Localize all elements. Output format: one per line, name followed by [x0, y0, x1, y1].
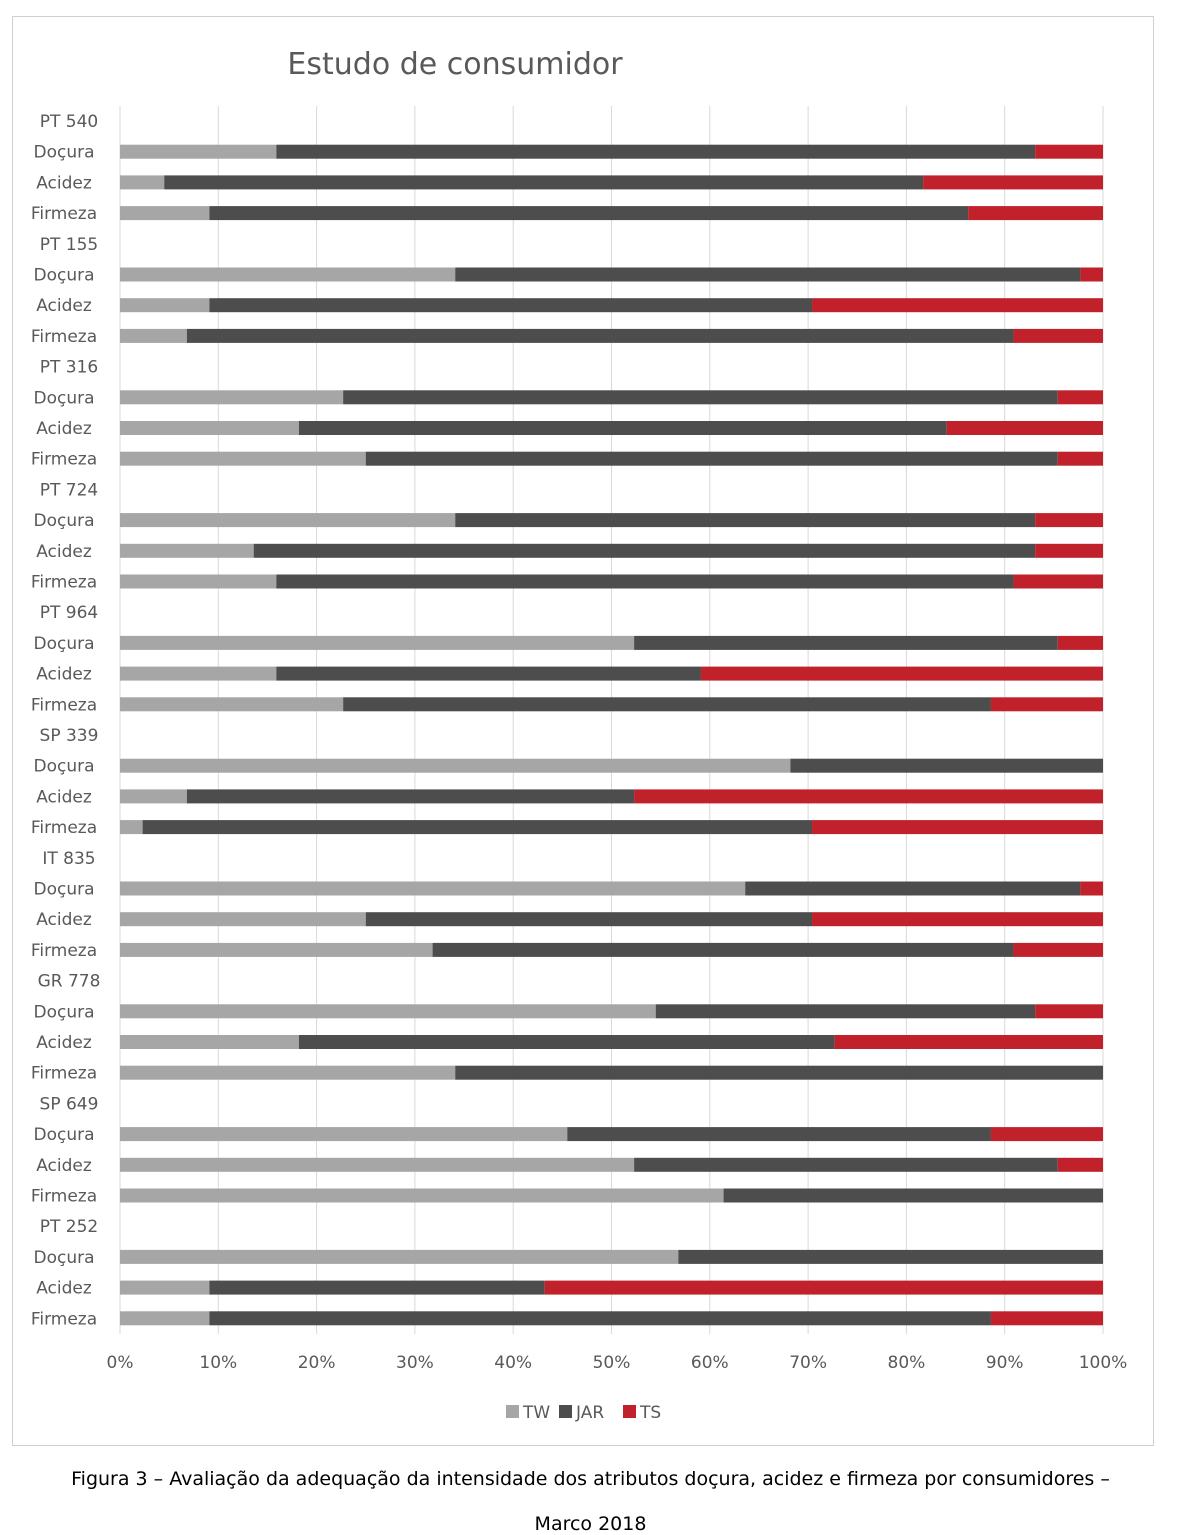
attribute-label: Acidez — [36, 296, 92, 317]
bar-segment-ts — [634, 789, 1103, 803]
group-label: SP 649 — [39, 1094, 99, 1115]
x-axis-ticks — [107, 1353, 1128, 1373]
bar-segment-ts — [991, 697, 1103, 711]
bar-segment-jar — [209, 298, 812, 312]
x-tick-label: 30% — [396, 1353, 434, 1373]
bar-segment-ts — [1035, 544, 1103, 558]
bar-segment-tw — [120, 820, 143, 834]
attribute-label: Firmeza — [30, 204, 98, 225]
attribute-label: Acidez — [36, 1278, 92, 1299]
category-labels — [31, 112, 101, 1329]
legend-label-jar: JAR — [576, 1403, 605, 1423]
bar-segment-jar — [455, 513, 1035, 527]
bar-segment-jar — [343, 390, 1058, 404]
bar-segment-ts — [1058, 1158, 1103, 1172]
bar-segment-jar — [254, 544, 1035, 558]
x-tick-label: 40% — [494, 1353, 533, 1373]
bar-segment-ts — [812, 298, 1103, 312]
attribute-label: Firmeza — [30, 449, 98, 470]
group-label: GR 778 — [37, 971, 101, 992]
bar-segment-tw — [120, 1066, 455, 1080]
bar-segment-jar — [790, 759, 1103, 773]
group-label: SP 339 — [39, 726, 99, 746]
bar-segment-jar — [343, 697, 991, 711]
bar-segment-jar — [187, 329, 1014, 343]
figure-caption-line-1: Figura 3 – Avaliação da adequação da intensidade dos atributos doçura, acidez e firmeza por consumidores – — [71, 1468, 1110, 1490]
bar-segment-jar — [209, 1311, 990, 1325]
bar-segment-ts — [968, 206, 1103, 220]
bar-segment-tw — [120, 452, 366, 466]
bar-segment-tw — [120, 1281, 209, 1295]
attribute-label: Acidez — [36, 1155, 92, 1176]
x-tick-label: 50% — [592, 1353, 631, 1373]
attribute-label: Acidez — [36, 664, 92, 685]
bar-segment-jar — [455, 1066, 1103, 1080]
bar-segment-jar — [366, 912, 812, 926]
attribute-label: Doçura — [33, 1247, 95, 1268]
bar-segment-ts — [947, 421, 1103, 435]
bar-segment-tw — [120, 1127, 567, 1141]
bar-segment-tw — [120, 912, 366, 926]
bar-segment-ts — [1058, 636, 1103, 650]
bar-segment-jar — [143, 820, 812, 834]
bar-segment-ts — [1014, 943, 1103, 957]
bar-segment-jar — [276, 575, 1013, 589]
attribute-label: Firmeza — [30, 940, 98, 961]
attribute-label: Doçura — [33, 265, 95, 286]
legend-label-tw: TW — [523, 1403, 551, 1423]
bar-segment-tw — [120, 298, 209, 312]
bar-segment-ts — [1014, 329, 1103, 343]
x-tick-label: 20% — [297, 1353, 336, 1373]
bar-segment-tw — [120, 789, 187, 803]
bar-segment-ts — [835, 1035, 1103, 1049]
attribute-label: Acidez — [36, 787, 92, 808]
group-label: PT 155 — [39, 234, 99, 255]
attribute-label: Acidez — [36, 910, 92, 931]
bar-segment-ts — [923, 175, 1103, 189]
bar-segment-ts — [1035, 513, 1103, 527]
legend — [506, 1403, 661, 1423]
group-label: PT 540 — [39, 112, 99, 132]
figure-caption-line-2: Marco 2018 — [534, 1513, 647, 1535]
legend-swatch-ts — [623, 1405, 636, 1418]
bar-segment-tw — [120, 882, 745, 896]
attribute-label: Doçura — [33, 1002, 95, 1023]
group-label: PT 252 — [39, 1217, 99, 1238]
attribute-label: Acidez — [36, 541, 92, 562]
attribute-label: Acidez — [36, 173, 92, 194]
bar-segment-ts — [812, 820, 1103, 834]
bar-segment-ts — [1014, 575, 1103, 589]
bar-segment-jar — [724, 1189, 1103, 1203]
attribute-label: Firmeza — [30, 1063, 98, 1084]
x-tick-label: 90% — [985, 1353, 1024, 1373]
bar-segment-jar — [276, 145, 1035, 159]
bar-segment-jar — [567, 1127, 991, 1141]
bar-segment-jar — [299, 1035, 835, 1049]
bar-segment-ts — [1058, 452, 1103, 466]
bar-segment-tw — [120, 1035, 299, 1049]
bar-segment-ts — [991, 1127, 1103, 1141]
bar-segment-tw — [120, 513, 455, 527]
bar-segment-tw — [120, 943, 433, 957]
attribute-label: Firmeza — [30, 818, 98, 839]
bar-segment-ts — [812, 912, 1103, 926]
x-tick-label: 0% — [106, 1353, 134, 1373]
attribute-label: Doçura — [33, 756, 95, 777]
bar-segment-tw — [120, 206, 209, 220]
attribute-label: Doçura — [33, 511, 95, 532]
bar-segment-tw — [120, 667, 276, 681]
bar-segment-jar — [455, 268, 1080, 282]
attribute-label: Acidez — [36, 419, 92, 439]
x-tick-label: 10% — [199, 1353, 238, 1373]
bar-segment-ts — [1058, 390, 1103, 404]
bar-segment-jar — [634, 1158, 1058, 1172]
x-tick-label: 60% — [690, 1353, 729, 1373]
bar-segment-ts — [1080, 268, 1103, 282]
legend-label-ts: TS — [640, 1403, 662, 1423]
bar-segment-ts — [1080, 882, 1103, 896]
bar-segment-jar — [209, 206, 968, 220]
attribute-label: Doçura — [33, 388, 95, 409]
bar-segment-ts — [1035, 1004, 1103, 1018]
bar-segment-tw — [120, 390, 343, 404]
attribute-label: Doçura — [33, 1125, 95, 1146]
bar-segment-jar — [209, 1281, 544, 1295]
bar-segment-jar — [656, 1004, 1035, 1018]
bar-segment-jar — [187, 789, 634, 803]
attribute-label: Doçura — [33, 879, 95, 900]
x-tick-label: 70% — [789, 1353, 827, 1373]
bar-segment-tw — [120, 697, 343, 711]
bar-segment-jar — [276, 667, 701, 681]
attribute-label: Firmeza — [30, 1309, 98, 1330]
bar-segment-tw — [120, 759, 790, 773]
bar-segment-jar — [366, 452, 1058, 466]
bar-segment-ts — [1035, 145, 1103, 159]
bar-segment-tw — [120, 1004, 656, 1018]
bar-segment-ts — [545, 1281, 1103, 1295]
bar-segment-tw — [120, 1250, 678, 1264]
group-label: IT 835 — [42, 848, 96, 869]
attribute-label: Doçura — [33, 633, 95, 654]
attribute-label: Firmeza — [30, 1186, 98, 1207]
bar-segment-tw — [120, 1158, 634, 1172]
bar-segment-jar — [678, 1250, 1103, 1264]
group-label: PT 724 — [39, 480, 99, 501]
attribute-label: Firmeza — [30, 695, 98, 716]
legend-swatch-jar — [559, 1405, 572, 1418]
bar-segment-tw — [120, 268, 455, 282]
attribute-label: Firmeza — [30, 326, 98, 347]
bar-segment-tw — [120, 636, 634, 650]
bar-segment-jar — [634, 636, 1058, 650]
bar-segment-jar — [433, 943, 1014, 957]
x-tick-label: 80% — [887, 1353, 926, 1373]
attribute-label: Doçura — [33, 142, 95, 163]
bar-segment-tw — [120, 329, 187, 343]
bar-segment-tw — [120, 1189, 724, 1203]
bar-segment-jar — [164, 175, 923, 189]
bar-segment-jar — [745, 882, 1080, 896]
bar-segment-tw — [120, 175, 164, 189]
bar-segment-tw — [120, 575, 276, 589]
attribute-label: Firmeza — [30, 572, 98, 593]
bar-segment-tw — [120, 145, 276, 159]
bar-segment-tw — [120, 1311, 209, 1325]
group-label: PT 964 — [39, 603, 99, 624]
x-tick-label: 100% — [1078, 1353, 1128, 1373]
legend-swatch-tw — [506, 1405, 519, 1418]
bar-segment-tw — [120, 421, 299, 435]
group-label: PT 316 — [39, 357, 99, 378]
chart-title: Estudo de consumidor — [287, 47, 623, 82]
attribute-label: Acidez — [36, 1033, 92, 1053]
bar-segment-jar — [299, 421, 947, 435]
bar-segment-ts — [991, 1311, 1103, 1325]
bar-segment-ts — [701, 667, 1103, 681]
gridlines — [120, 106, 1103, 1334]
bar-segment-tw — [120, 544, 254, 558]
